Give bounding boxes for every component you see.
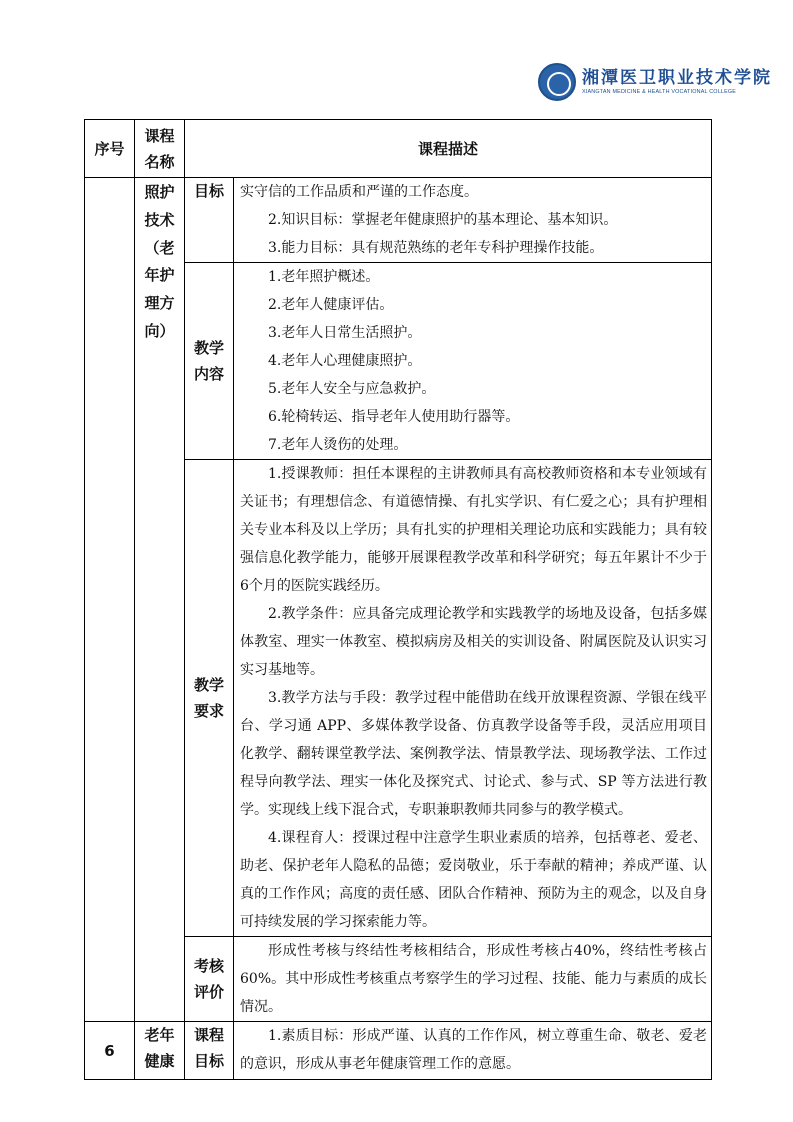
course5-goals-row	[85, 178, 712, 263]
header-index	[85, 120, 135, 178]
goals-label-text: 目标	[193, 182, 224, 200]
course6-name-line2: 健康	[144, 1052, 175, 1070]
goal-line: 2.知识目标：掌握老年健康照护的基本理论、基本知识。	[268, 212, 618, 228]
course6-goals-row	[85, 1022, 712, 1080]
course5-name-line: 理方	[144, 294, 175, 313]
college-logo	[538, 60, 772, 104]
course5-goals-label	[185, 178, 234, 263]
course6-name-cell	[135, 1022, 185, 1080]
assessment-label-line2: 评价	[193, 983, 224, 1001]
content-item: 1.老年照护概述。	[268, 269, 380, 285]
course-table	[84, 119, 712, 1080]
content-label-line2: 内容	[193, 365, 224, 383]
content-item: 5.老年人安全与应急救护。	[268, 381, 436, 397]
course6-goals-label	[185, 1022, 234, 1080]
content-item: 3.老年人日常生活照护。	[268, 325, 422, 341]
goal-line: 实守信的工作品质和严谨的工作态度。	[240, 184, 478, 200]
course5-name-line: 年护	[144, 266, 175, 285]
college-seal-icon	[538, 63, 576, 101]
course5-name-line: 向）	[144, 321, 175, 340]
table-header-row	[85, 120, 712, 178]
course6-goals-label-line1: 课程	[193, 1026, 224, 1044]
header-index-label: 序号	[94, 139, 125, 158]
requirement-paragraph: 4.课程育人：授课过程中注意学生职业素质的培养，包括尊老、爱老、助老、保护老年人隐私的品德；爱岗敬业，乐于奉献的精神；养成严谨、认真的工作作风；高度的责任感、团队合作精神、预防为主的观念，以及自身可持续发展的学习探索能力等。	[240, 830, 708, 930]
content-item: 4.老年人心理健康照护。	[268, 353, 422, 369]
course6-name-line1: 老年	[144, 1026, 175, 1044]
course5-name-line: 照护	[144, 183, 175, 201]
course5-goals-content	[234, 178, 712, 263]
course5-name-line: 技术	[144, 210, 175, 229]
course5-index-cell	[85, 178, 135, 1022]
header-description	[185, 120, 712, 178]
content-item: 2.老年人健康评估。	[268, 297, 394, 313]
course5-name-line: （老	[144, 238, 175, 257]
course5-requirements-label	[185, 460, 234, 937]
assessment-text: 形成性考核与终结性考核相结合，形成性考核占40%，终结性考核占60%。其中形成性考核重点考察学生的学习过程、技能、能力与素质的成长情况。	[240, 943, 708, 1015]
course6-goal-text: 1.素质目标：形成严谨、认真的工作作风，树立尊重生命、敬老、爱老的意识，形成从事老年健康管理工作的意愿。	[240, 1028, 708, 1072]
course5-requirements-content	[234, 460, 712, 937]
course5-content-label	[185, 263, 234, 460]
requirements-label-line2: 要求	[193, 702, 224, 720]
goal-line: 3.能力目标：具有规范熟练的老年专科护理操作技能。	[268, 240, 604, 256]
course5-assessment-content	[234, 937, 712, 1022]
requirements-label-line1: 教学	[193, 676, 224, 694]
course5-name-cell	[135, 178, 185, 1022]
requirement-paragraph: 3.教学方法与手段：教学过程中能借助在线开放课程资源、学银在线平台、学习通 APP、多媒体教学设备、仿真教学设备等手段，灵活应用项目化教学、翻转课堂教学法、案例教学法、情景教学法、现场教学法、工作过程导向教学法、理实一体化及探究式、讨论式、参与式、SP 等方法进行教学。实现线上线下混合式，专职兼职教师共同参与的教学模式。	[240, 690, 708, 818]
course5-content-list	[234, 263, 712, 460]
assessment-label-line1: 考核	[193, 957, 224, 975]
content-label-line1: 教学	[193, 339, 224, 357]
course6-goals-label-line2: 目标	[193, 1052, 224, 1070]
content-item: 6.轮椅转运、指导老年人使用助行器等。	[268, 409, 520, 425]
requirement-paragraph: 1.授课教师：担任本课程的主讲教师具有高校教师资格和本专业领域有关证书；有理想信念、有道德情操、有扎实学识、有仁爱之心；具有护理相关专业本科及以上学历；具有扎实的护理相关理论功底和实践能力；具有较强信息化教学能力，能够开展课程教学改革和科学研究；每五年累计不少于6个月的医院实践经历。	[240, 466, 708, 594]
header-name-line2: 名称	[144, 152, 175, 171]
college-name-cn: 湘潭医卫职业技术学院	[582, 68, 772, 88]
header-description-label: 课程描述	[418, 139, 479, 158]
requirement-paragraph: 2.教学条件：应具备完成理论教学和实践教学的场地及设备，包括多媒体教室、理实一体教室、模拟病房及相关的实训设备、附属医院及认识实习实习基地等。	[240, 606, 708, 678]
course6-index-value: 6	[104, 1041, 115, 1060]
content-item: 7.老年人烫伤的处理。	[268, 437, 408, 453]
course5-assessment-label	[185, 937, 234, 1022]
college-name-en: XIANGTAN MEDICINE & HEALTH VOCATIONAL COLLEGE	[582, 89, 737, 95]
course6-index	[85, 1022, 135, 1080]
college-name-block	[582, 68, 772, 96]
course6-goals-content	[234, 1022, 712, 1080]
header-course-name	[135, 120, 185, 178]
header-name-line1: 课程	[144, 126, 175, 145]
